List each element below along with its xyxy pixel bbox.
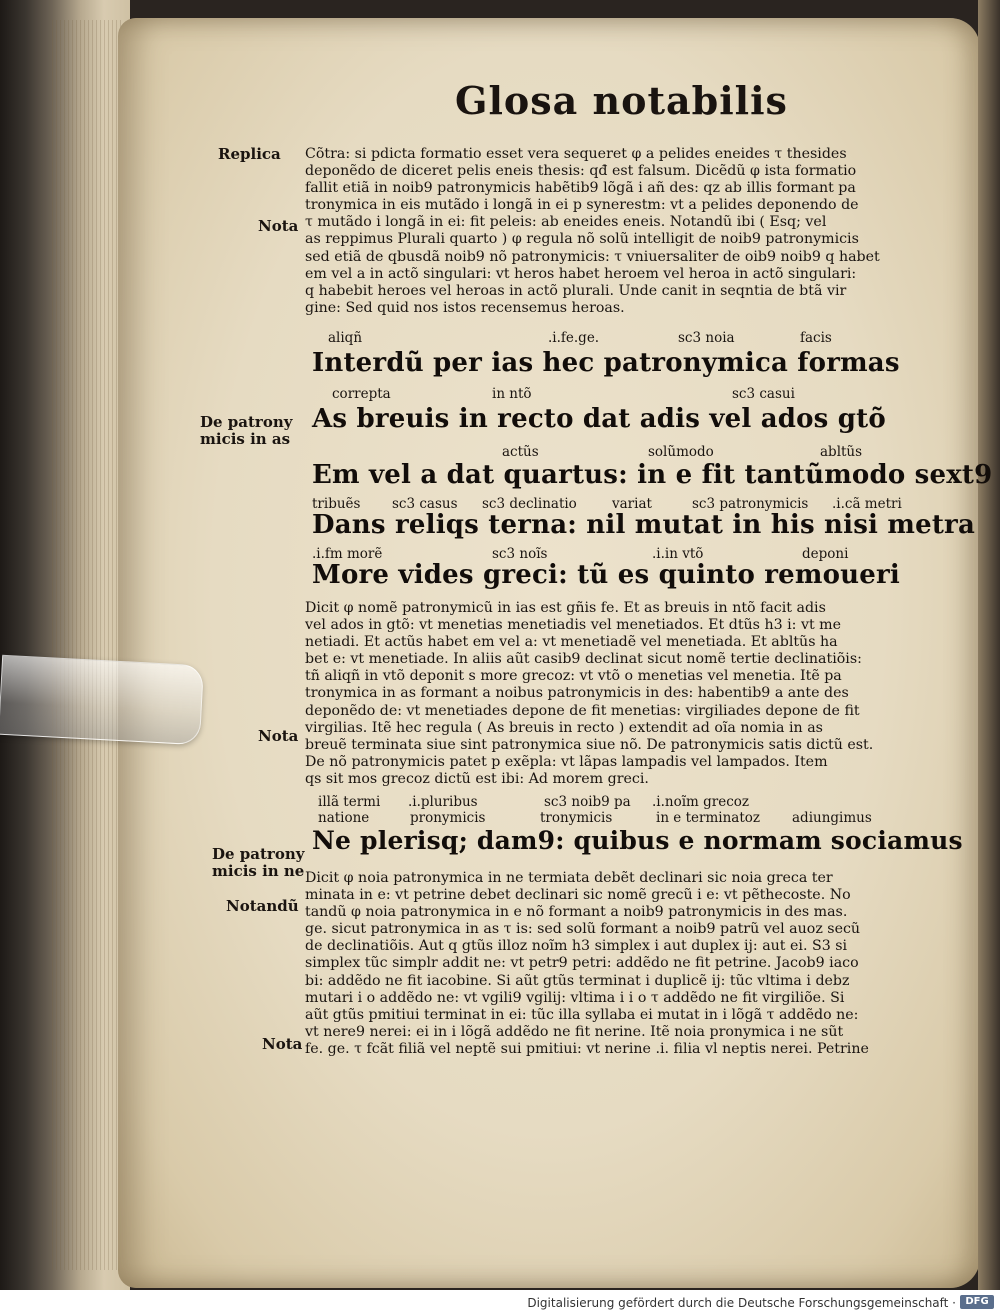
gloss-word: in e terminatoz — [656, 810, 760, 826]
margin-note-patronymicis-ne: De patrony micis in ne — [212, 845, 305, 880]
gloss-word: adiungimus — [792, 810, 872, 826]
gloss-word: variat — [612, 496, 652, 512]
verse-line: More vides greci: tũ es quinto remoueri — [312, 560, 900, 590]
margin-note-nota: Nota — [262, 1035, 303, 1053]
gloss-word: .i.fe.ge. — [548, 330, 600, 346]
margin-note-nota: Nota — [258, 727, 299, 745]
gloss-word: sc3 noĩs — [492, 546, 548, 562]
commentary-block: Dicit φ noia patronymica in ne termiata debẽt declinari sic noia greca ter minata in e: vt petrine debet declinari sic nomẽ grecũ i e: vt pẽthecoste. No tandũ φ noia patronymica in e nõ formant a noib9 patronymicis in des mas. ge. sicut patronymica in as τ is: sed solũ formant a noib9 patrũ vel auoz secũ de declinatiõis. Aut q gtũs illoz noĩm h3 simplex i aut duplex ij: aut ei. S3 si simplex tũc simplr addit ne: vt petr9 petri: addẽdo ne fit petrine. Jacob9 iaco bi: addẽdo ne fit iacobine. Si aũt gtũs terminat i duplicẽ ij: tũc vltima i debz mutari i o addẽdo ne: vt vgili9 vgilij: vltima i i o τ addẽdo ne fit virgiliõe. Si aũt gtũs pmitiui terminat in ei: tũc illa syllaba ei mutat in i lõgã τ addẽdo ne: vt nere9 nerei: ei in i lõgã addẽdo ne fit nerine. Itẽ noia pronymica i ne sũt fe. ge. τ fcãt filiã vel neptẽ sui pmitiui: vt nerine .i. filia vl neptis nerei. Petrine — [305, 870, 869, 1057]
gloss-word: sc3 casus — [392, 496, 458, 512]
gloss-word: tribuẽs — [312, 496, 361, 512]
gloss-word: deponi — [802, 546, 849, 562]
verse-line: Interdũ per ias hec patronymica formas — [312, 348, 900, 378]
gloss-word: actũs — [502, 444, 539, 460]
verse-line: Ne plerisq; dam9: quibus e normam sociamus — [312, 826, 963, 855]
verse-line: Em vel a dat quartus: in e fit tantũmodo sext9 — [312, 460, 993, 490]
margin-note-replica: Replica — [218, 145, 281, 163]
gloss-word: .i.in vtõ — [652, 546, 704, 562]
gloss-word: sc3 noia — [678, 330, 735, 346]
gloss-word: sc3 patronymicis — [692, 496, 809, 512]
gloss-word: facis — [800, 330, 832, 346]
verse-line: As breuis in recto dat adis vel ados gtõ — [312, 404, 886, 434]
gloss-word: abltũs — [820, 444, 863, 460]
interlinear-gloss — [312, 330, 912, 346]
gloss-word: illã termi — [318, 794, 381, 810]
glass-page-clip — [0, 655, 204, 745]
gloss-word: correpta — [332, 386, 391, 402]
gloss-word: .i.pluribus — [408, 794, 478, 810]
interlinear-gloss — [312, 810, 912, 826]
commentary-block: Cõtra: si pdicta formatio esset vera sequeret φ a pelides eneides τ thesides deponẽdo de diceret pelis eneis thesis: qđ est falsum. Dicẽdũ φ ista formatio fallit etiã in noib9 patronymicis habẽtib9 lõgã i añ des: qz ab illis formant pa tronymica in eis mutãdo i longã in ei p synerestm: vt a pelides deponendo de τ mutãdo i longã in ei: fit peleis: ab eneides eneis. Notandũ ibi ( Esq; vel as reppimus Plurali quarto ) φ regula nõ solũ intelligit de noib9 patronymicis sed etiã de qbusdã noib9 nõ patronymicis: τ vniuersaliter de oib9 noib9 q habet em vel a in actõ singulari: vt heros habet heroem vel heroa in actõ singulari: q habebit heroes vel heroas in actõ plurali. Unde canit in seqntia de btã vir gine: Sed quid nos istos recensemus heroas. — [305, 146, 880, 316]
gloss-word: pronymicis — [410, 810, 486, 826]
gloss-word: sc3 noib9 pa — [544, 794, 631, 810]
footer-credit: Digitalisierung gefördert durch die Deutsche Forschungsgemeinschaft · — [527, 1296, 956, 1310]
interlinear-gloss — [312, 444, 912, 460]
margin-note-patronymicis-as: De patrony micis in as — [200, 413, 293, 448]
gloss-word: tronymicis — [540, 810, 613, 826]
gloss-word: natione — [318, 810, 370, 826]
gloss-word: sc3 casui — [732, 386, 795, 402]
margin-note-notandum: Notandũ — [226, 897, 299, 915]
page-header: Glosa notabilis — [455, 78, 788, 123]
gloss-word: solũmodo — [648, 444, 714, 460]
gloss-word: .i.noĩm grecoz — [652, 794, 750, 810]
gloss-word: sc3 declinatio — [482, 496, 577, 512]
verse-line: Dans reliqs terna: nil mutat in his nisi metra — [312, 510, 975, 540]
margin-note-nota: Nota — [258, 217, 299, 235]
gloss-word: aliqñ — [328, 330, 363, 346]
gloss-word: in ntõ — [492, 386, 532, 402]
book-binding-edge — [0, 0, 130, 1290]
gloss-word: .i.fm morẽ — [312, 546, 383, 562]
interlinear-gloss — [312, 386, 912, 402]
dfg-logo: DFG — [960, 1295, 994, 1309]
facing-page-edge — [978, 0, 1000, 1290]
interlinear-gloss — [312, 794, 912, 810]
gloss-word: .i.cã metri — [832, 496, 902, 512]
commentary-block: Dicit φ nomẽ patronymicũ in ias est gñis fe. Et as breuis in ntõ facit adis vel ados in gtõ: vt menetias menetiadis vel menetiados. Et dtũs h3 i: vt me netiadi. Et actũs habet em vel a: vt menetiadẽ vel menetiada. Et abltũs ha bet e: vt menetiade. In aliis aũt casib9 declinat sicut nomẽ tertie declinatiõis: tñ aliqñ in vtõ deponit s more grecoz: vt vtõ o menetias vel menetia. Itẽ pa tronymica in as formant a noibus patronymicis in des: habentib9 a ante des deponẽdo de: vt menetiades depone de fit menetias: virgiliades depone de fit virgilias. Itẽ hec regula ( As breuis in recto ) extendit ad oĩa nomia in as breuẽ terminata siue sint patronymica siue nõ. De patronymicis satis dictũ est. De nõ patronymicis patet p exẽpla: vt lãpas lampadis vel lampados. Item qs sit mos grecoz dictũ est ibi: Ad morem greci. — [305, 600, 874, 787]
